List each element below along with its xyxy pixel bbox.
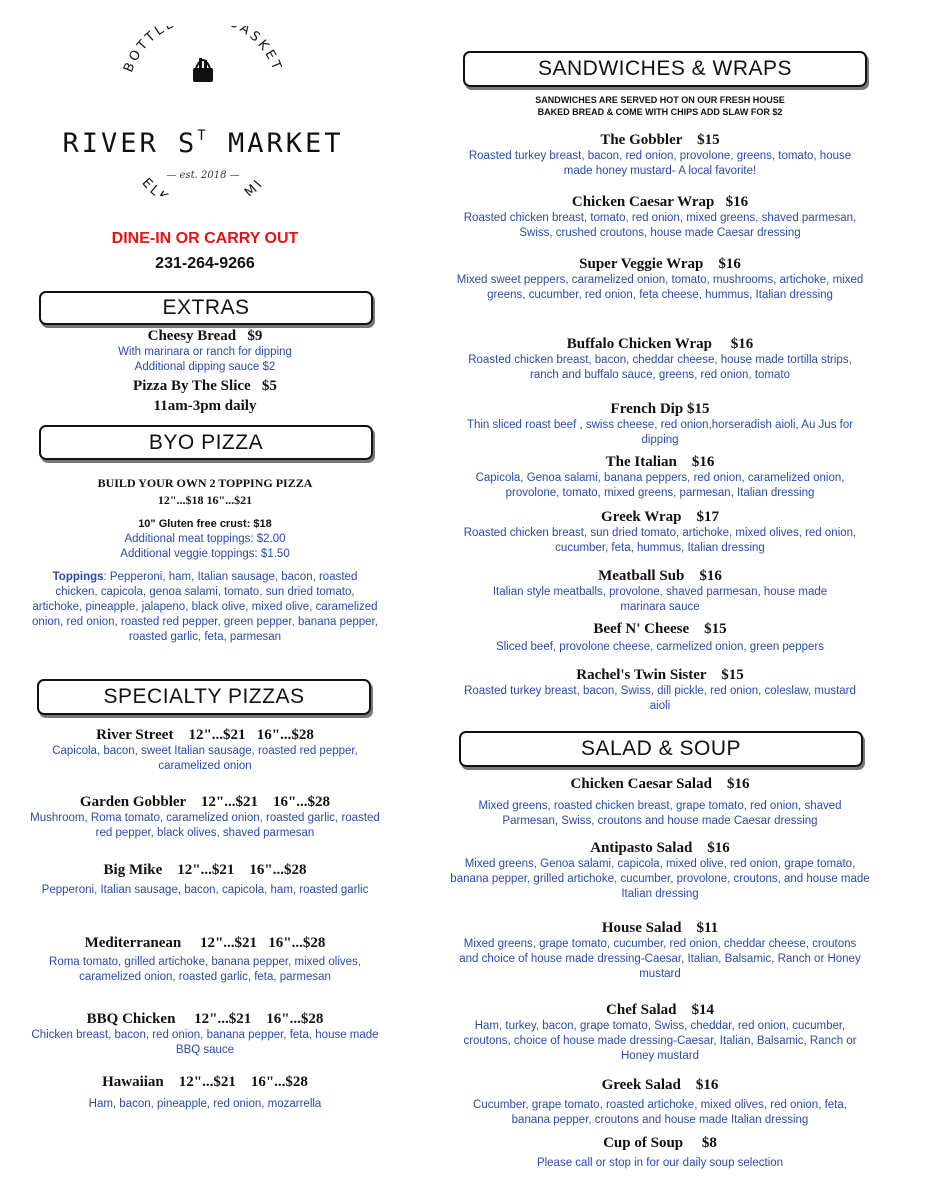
- sandwich-meatball-sub: [445, 568, 875, 615]
- item-name: Cup of Soup $8: [603, 1135, 717, 1151]
- salad-antipasto: [445, 840, 875, 902]
- item-name: Chef Salad $14: [606, 1002, 714, 1018]
- sandwich-super-veggie-wrap: [445, 256, 875, 303]
- item-name: Mediterranean 12"...$21 16"...$28: [84, 935, 326, 951]
- item-description: BAKED BREAD & COME WITH CHIPS ADD SLAW FOR $2: [537, 107, 783, 117]
- specialty-pizzas-header: SPECIALTY PIZZAS: [37, 679, 371, 715]
- item-description: Roasted chicken breast, tomato, red onion, mixed greens, shaved parmesan, Swiss, crushed croutons, house made Caesar dressing: [463, 212, 857, 239]
- extras-header: EXTRAS: [39, 291, 373, 325]
- item-name: House Salad $11: [601, 920, 719, 936]
- pizza-hawaiian: [30, 1074, 380, 1112]
- item-description: 12"...$18 16"...$21: [157, 493, 253, 507]
- sandwich-french-dip: [445, 401, 875, 448]
- item-name: French Dip $15: [610, 401, 710, 417]
- sandwich-rachels-twin-sister: [445, 667, 875, 714]
- sandwich-beef-n-cheese: [445, 621, 875, 655]
- logo-top-arc: [121, 26, 285, 75]
- item-description: : Pepperoni, ham, Italian sausage, bacon, roasted chicken, capicola, genoa salami, tomato, sun dried tomato, artichoke, pineapple, jalapeno, black olive, mixed olive, caramelized onion, red onion, roasted red pepper, green pepper, banana pepper, roasted garlic, feta, parmesan: [32, 571, 378, 643]
- salad-soup-header: SALAD & SOUP: [459, 731, 863, 767]
- item-name: The Gobbler $15: [600, 132, 720, 148]
- item-name: Garden Gobbler 12"...$21 16"...$28: [79, 794, 331, 810]
- item-name: Big Mike 12"...$21 16"...$28: [103, 862, 307, 878]
- item-name: Rachel's Twin Sister $15: [576, 667, 744, 683]
- item-description: Mixed greens, grape tomato, cucumber, red onion, cheddar cheese, croutons and choice of house made dressing-Caesar, Italian, Balsamic, Ranch or Honey mustard: [459, 938, 861, 980]
- item-description: Thin sliced roast beef , swiss cheese, red onion,horseradish aioli, Au Jus for dipping: [466, 419, 854, 446]
- item-description: With marinara or ranch for dipping: [118, 346, 292, 358]
- item-description: Italian style meatballs, provolone, shaved parmesan, house made marinara sauce: [492, 586, 828, 613]
- item-description: Ham, turkey, bacon, grape tomato, Swiss, cheddar, red onion, cucumber, croutons, choice of house made dressing-Caesar, Italian, Balsamic, Ranch or Honey mustard: [463, 1020, 857, 1062]
- item-description: Cucumber, grape tomato, roasted artichoke, mixed olives, red onion, feta, banana pepper, croutons and house made Italian dressing: [473, 1099, 847, 1126]
- item-description: Additional meat toppings: $2.00: [124, 533, 286, 545]
- item-description: T: [197, 128, 209, 144]
- item-name: Greek Salad $16: [601, 1077, 719, 1093]
- item-description: BUILD YOUR OWN 2 TOPPING PIZZA: [97, 476, 313, 490]
- logo-established: — est. 2018 —: [166, 170, 240, 181]
- item-name: Pizza By The Slice $5: [133, 378, 277, 394]
- sandwich-the-gobbler: [445, 132, 875, 179]
- soup-cup: [445, 1135, 875, 1171]
- item-description: Please call or stop in for our daily soup selection: [536, 1157, 784, 1169]
- item-name: Chicken Caesar Wrap $16: [571, 194, 749, 210]
- item-name: Greek Wrap $17: [601, 509, 719, 525]
- item-description: EL MI: [138, 175, 268, 196]
- item-name: 11am-3pm daily: [153, 398, 257, 414]
- item-description: Chicken breast, bacon, red onion, banana pepper, feta, house made BBQ sauce: [31, 1029, 379, 1056]
- pizza-bbq-chicken: [30, 1011, 380, 1058]
- item-description: Additional dipping sauce $2: [134, 361, 276, 373]
- pizza-garden-gobbler: [30, 794, 380, 841]
- byo-toppings: [30, 570, 380, 645]
- item-name: Antipasto Salad $16: [590, 840, 730, 856]
- sandwich-chicken-caesar-wrap: [445, 194, 875, 241]
- dine-in-carry-out-label: DINE-IN OR CARRY OUT: [111, 230, 299, 247]
- item-description: Roasted turkey breast, bacon, Swiss, dill pickle, red onion, coleslaw, mustard aioli: [464, 685, 856, 712]
- item-description: SANDWICHES ARE SERVED HOT ON OUR FRESH HOUSE: [535, 95, 785, 105]
- sandwiches-wraps-header: SANDWICHES & WRAPS: [463, 51, 867, 87]
- extras-pizza-slice: [30, 378, 380, 415]
- item-description: 10" Gluten free crust: $18: [138, 518, 272, 530]
- item-description: Roasted chicken breast, bacon, cheddar cheese, house made tortilla strips, ranch and buffalo sauce, greens, red onion, tomato: [468, 354, 852, 381]
- item-name: Meatball Sub $16: [598, 568, 722, 584]
- item-description: Roma tomato, grilled artichoke, banana pepper, mixed olives, caramelized onion, roasted garlic, feta, parmesan: [49, 956, 361, 983]
- sandwiches-note: [445, 94, 875, 118]
- salad-chicken-caesar: [445, 776, 875, 829]
- item-description: Ham, bacon, pineapple, red onion, mozarrella: [88, 1098, 322, 1110]
- item-description: Mixed greens, Genoa salami, capicola, mixed olive, red onion, grape tomato, banana pepper, grilled artichoke, cucumber, provolone, croutons, and house made Italian dressing: [450, 858, 870, 900]
- item-description: Toppings: [52, 571, 104, 583]
- item-description: Capicola, bacon, sweet Italian sausage, roasted red pepper, caramelized onion: [52, 745, 358, 772]
- item-name: Chicken Caesar Salad $16: [570, 776, 750, 792]
- salad-chef: [445, 1002, 875, 1064]
- item-name: Cheesy Bread $9: [147, 328, 263, 344]
- phone-number: 231-264-9266: [155, 255, 255, 272]
- item-name: Hawaiian 12"...$21 16"...$28: [102, 1074, 308, 1090]
- byo-pizza-header: BYO PIZZA: [39, 425, 373, 460]
- item-description: Additional veggie toppings: $1.50: [120, 548, 290, 560]
- item-description: Capicola, Genoa salami, banana peppers, red onion, caramelized onion, provolone, tomato, mixed greens, parmesan, Italian dressing: [475, 472, 845, 499]
- item-description: Roasted chicken breast, sun dried tomato, artichoke, mixed olives, red onion, cucumber, feta, hummus, Italian dressing: [463, 527, 857, 554]
- extras-cheesy-bread: [30, 328, 380, 375]
- sandwich-the-italian: [445, 454, 875, 501]
- logo: [58, 26, 348, 196]
- item-description: MARKET: [208, 128, 344, 159]
- item-description: Mixed greens, roasted chicken breast, grape tomato, red onion, shaved Parmesan, Swiss, croutons and house made Caesar dressing: [478, 800, 842, 827]
- item-name: Buffalo Chicken Wrap $16: [566, 336, 754, 352]
- item-description: Mushroom, Roma tomato, caramelized onion, roasted garlic, roasted red pepper, black olives, shaved parmesan: [30, 812, 380, 839]
- pizza-big-mike: [30, 862, 380, 898]
- item-name: Beef N' Cheese $15: [593, 621, 727, 637]
- item-description: Pepperoni, Italian sausage, bacon, capicola, ham, roasted garlic: [41, 884, 369, 896]
- sandwich-buffalo-chicken-wrap: [445, 336, 875, 383]
- sandwich-greek-wrap: [445, 509, 875, 556]
- item-description: Mixed sweet peppers, caramelized onion, tomato, mushrooms, artichoke, mixed greens, cucumber, red onion, feta cheese, hummus, Italian dressing: [456, 274, 864, 301]
- item-description: BOTTL ASKET: [121, 26, 285, 75]
- item-description: Roasted turkey breast, bacon, red onion, provolone, greens, tomato, house made honey mustard- A local favorite!: [468, 150, 852, 177]
- salad-greek: [445, 1077, 875, 1128]
- salad-house: [445, 920, 875, 982]
- item-name: BBQ Chicken 12"...$21 16"...$28: [86, 1011, 324, 1027]
- logo-title: [58, 128, 348, 159]
- item-description: RIVER S: [62, 128, 198, 159]
- item-name: Super Veggie Wrap $16: [579, 256, 741, 272]
- byo-details: [30, 476, 380, 645]
- pizza-river-street: [30, 727, 380, 774]
- item-name: River Street 12"...$21 16"...$28: [96, 727, 314, 743]
- basket-icon: [193, 58, 213, 82]
- item-description: Sliced beef, provolone cheese, carmelized onion, green peppers: [496, 641, 824, 653]
- item-name: The Italian $16: [605, 454, 715, 470]
- pizza-mediterranean: [30, 935, 380, 985]
